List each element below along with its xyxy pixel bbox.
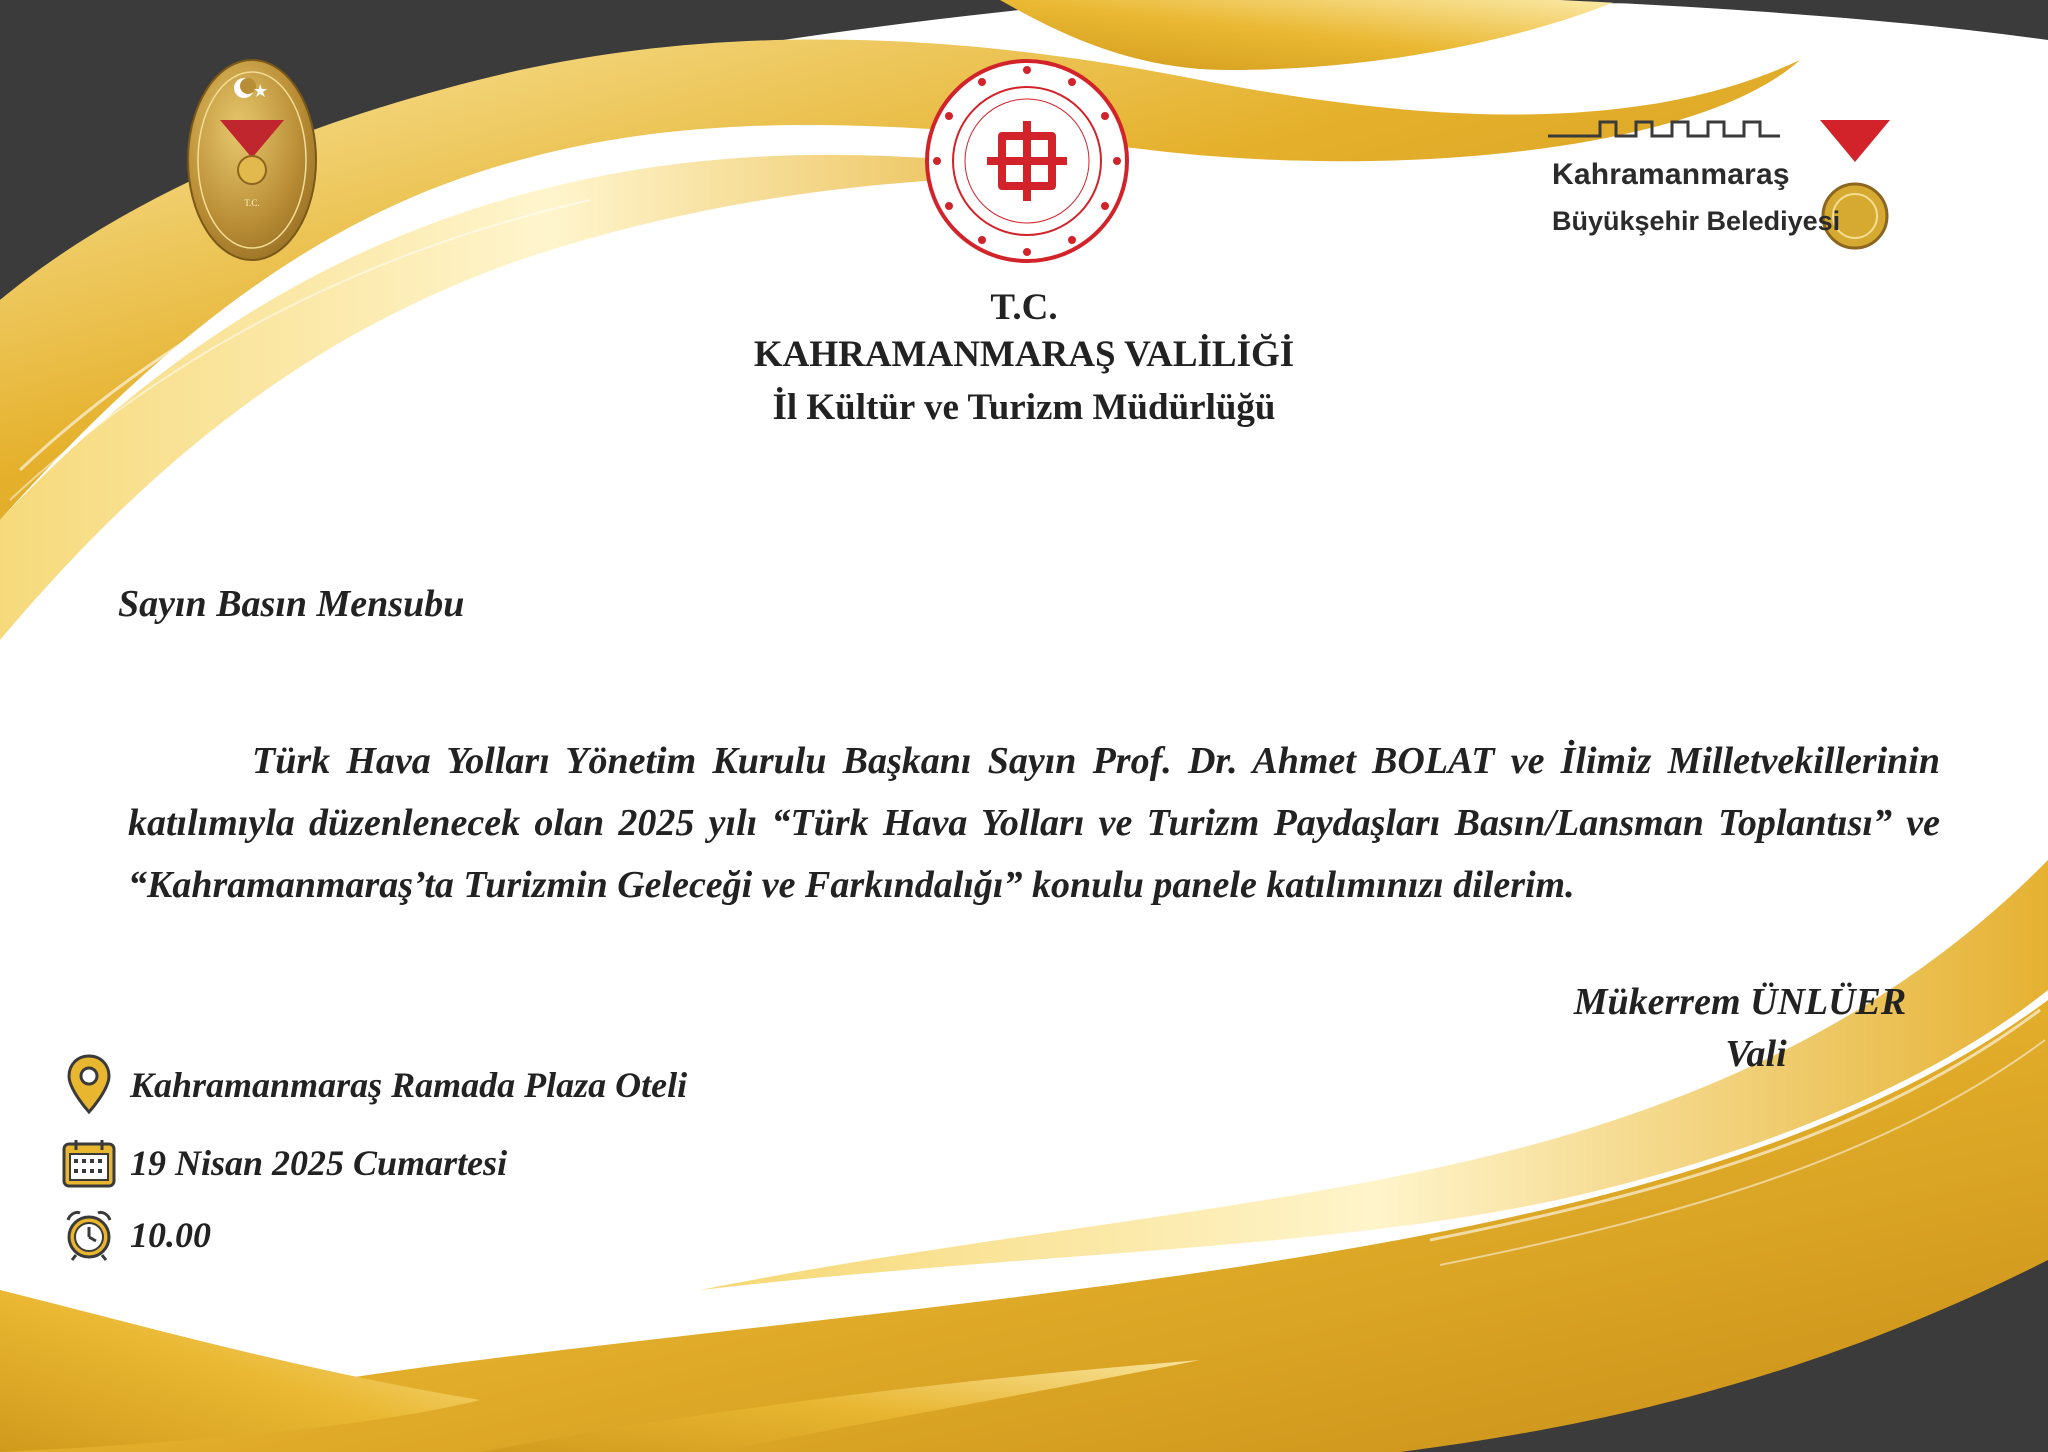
- valilik-seal-text-top: T.C.: [244, 198, 260, 208]
- event-time-text: 10.00: [130, 1215, 211, 1255]
- calendar-icon: [62, 1132, 116, 1194]
- kahramanmaras-valiligi-seal-icon: [186, 58, 318, 262]
- event-date: [62, 1132, 507, 1194]
- belediye-name-line1: Kahramanmaraş: [1552, 158, 1790, 191]
- location-pin-icon: [62, 1054, 116, 1116]
- invitation-body: Türk Hava Yolları Yönetim Kurulu Başkanı Sayın Prof. Dr. Ahmet BOLAT ve İlimiz Milletvekillerinin katılımıyla düzenlenecek olan 2025 yılı “Türk Hava Yolları ve Turizm Paydaşları Basın/Lansman Toplantısı” ve “Kahramanmaraş’ta Turizmin Geleceği ve Farkındalığı” konulu panele katılımınızı dilerim.: [128, 740, 1940, 906]
- signer-name: Mükerrem ÜNLÜER: [1573, 981, 1907, 1023]
- alarm-clock-icon: [62, 1204, 116, 1266]
- belediye-name-line2: Büyükşehir Belediyesi: [1552, 206, 1841, 236]
- header-tc: T.C.: [990, 287, 1058, 328]
- header-valilik: KAHRAMANMARAŞ VALİLİĞİ: [753, 334, 1295, 375]
- event-date-text: 19 Nisan 2025 Cumartesi: [130, 1143, 508, 1183]
- salutation: Sayın Basın Mensubu: [118, 583, 465, 625]
- event-location: [62, 1054, 687, 1116]
- event-time: [62, 1204, 211, 1266]
- event-location-text: Kahramanmaraş Ramada Plaza Oteli: [130, 1065, 688, 1105]
- kultur-turizm-bakanligi-seal-icon: [922, 56, 1132, 266]
- signer-title: Vali: [1725, 1033, 1787, 1075]
- header-mudurluk: İl Kültür ve Turizm Müdürlüğü: [772, 387, 1276, 428]
